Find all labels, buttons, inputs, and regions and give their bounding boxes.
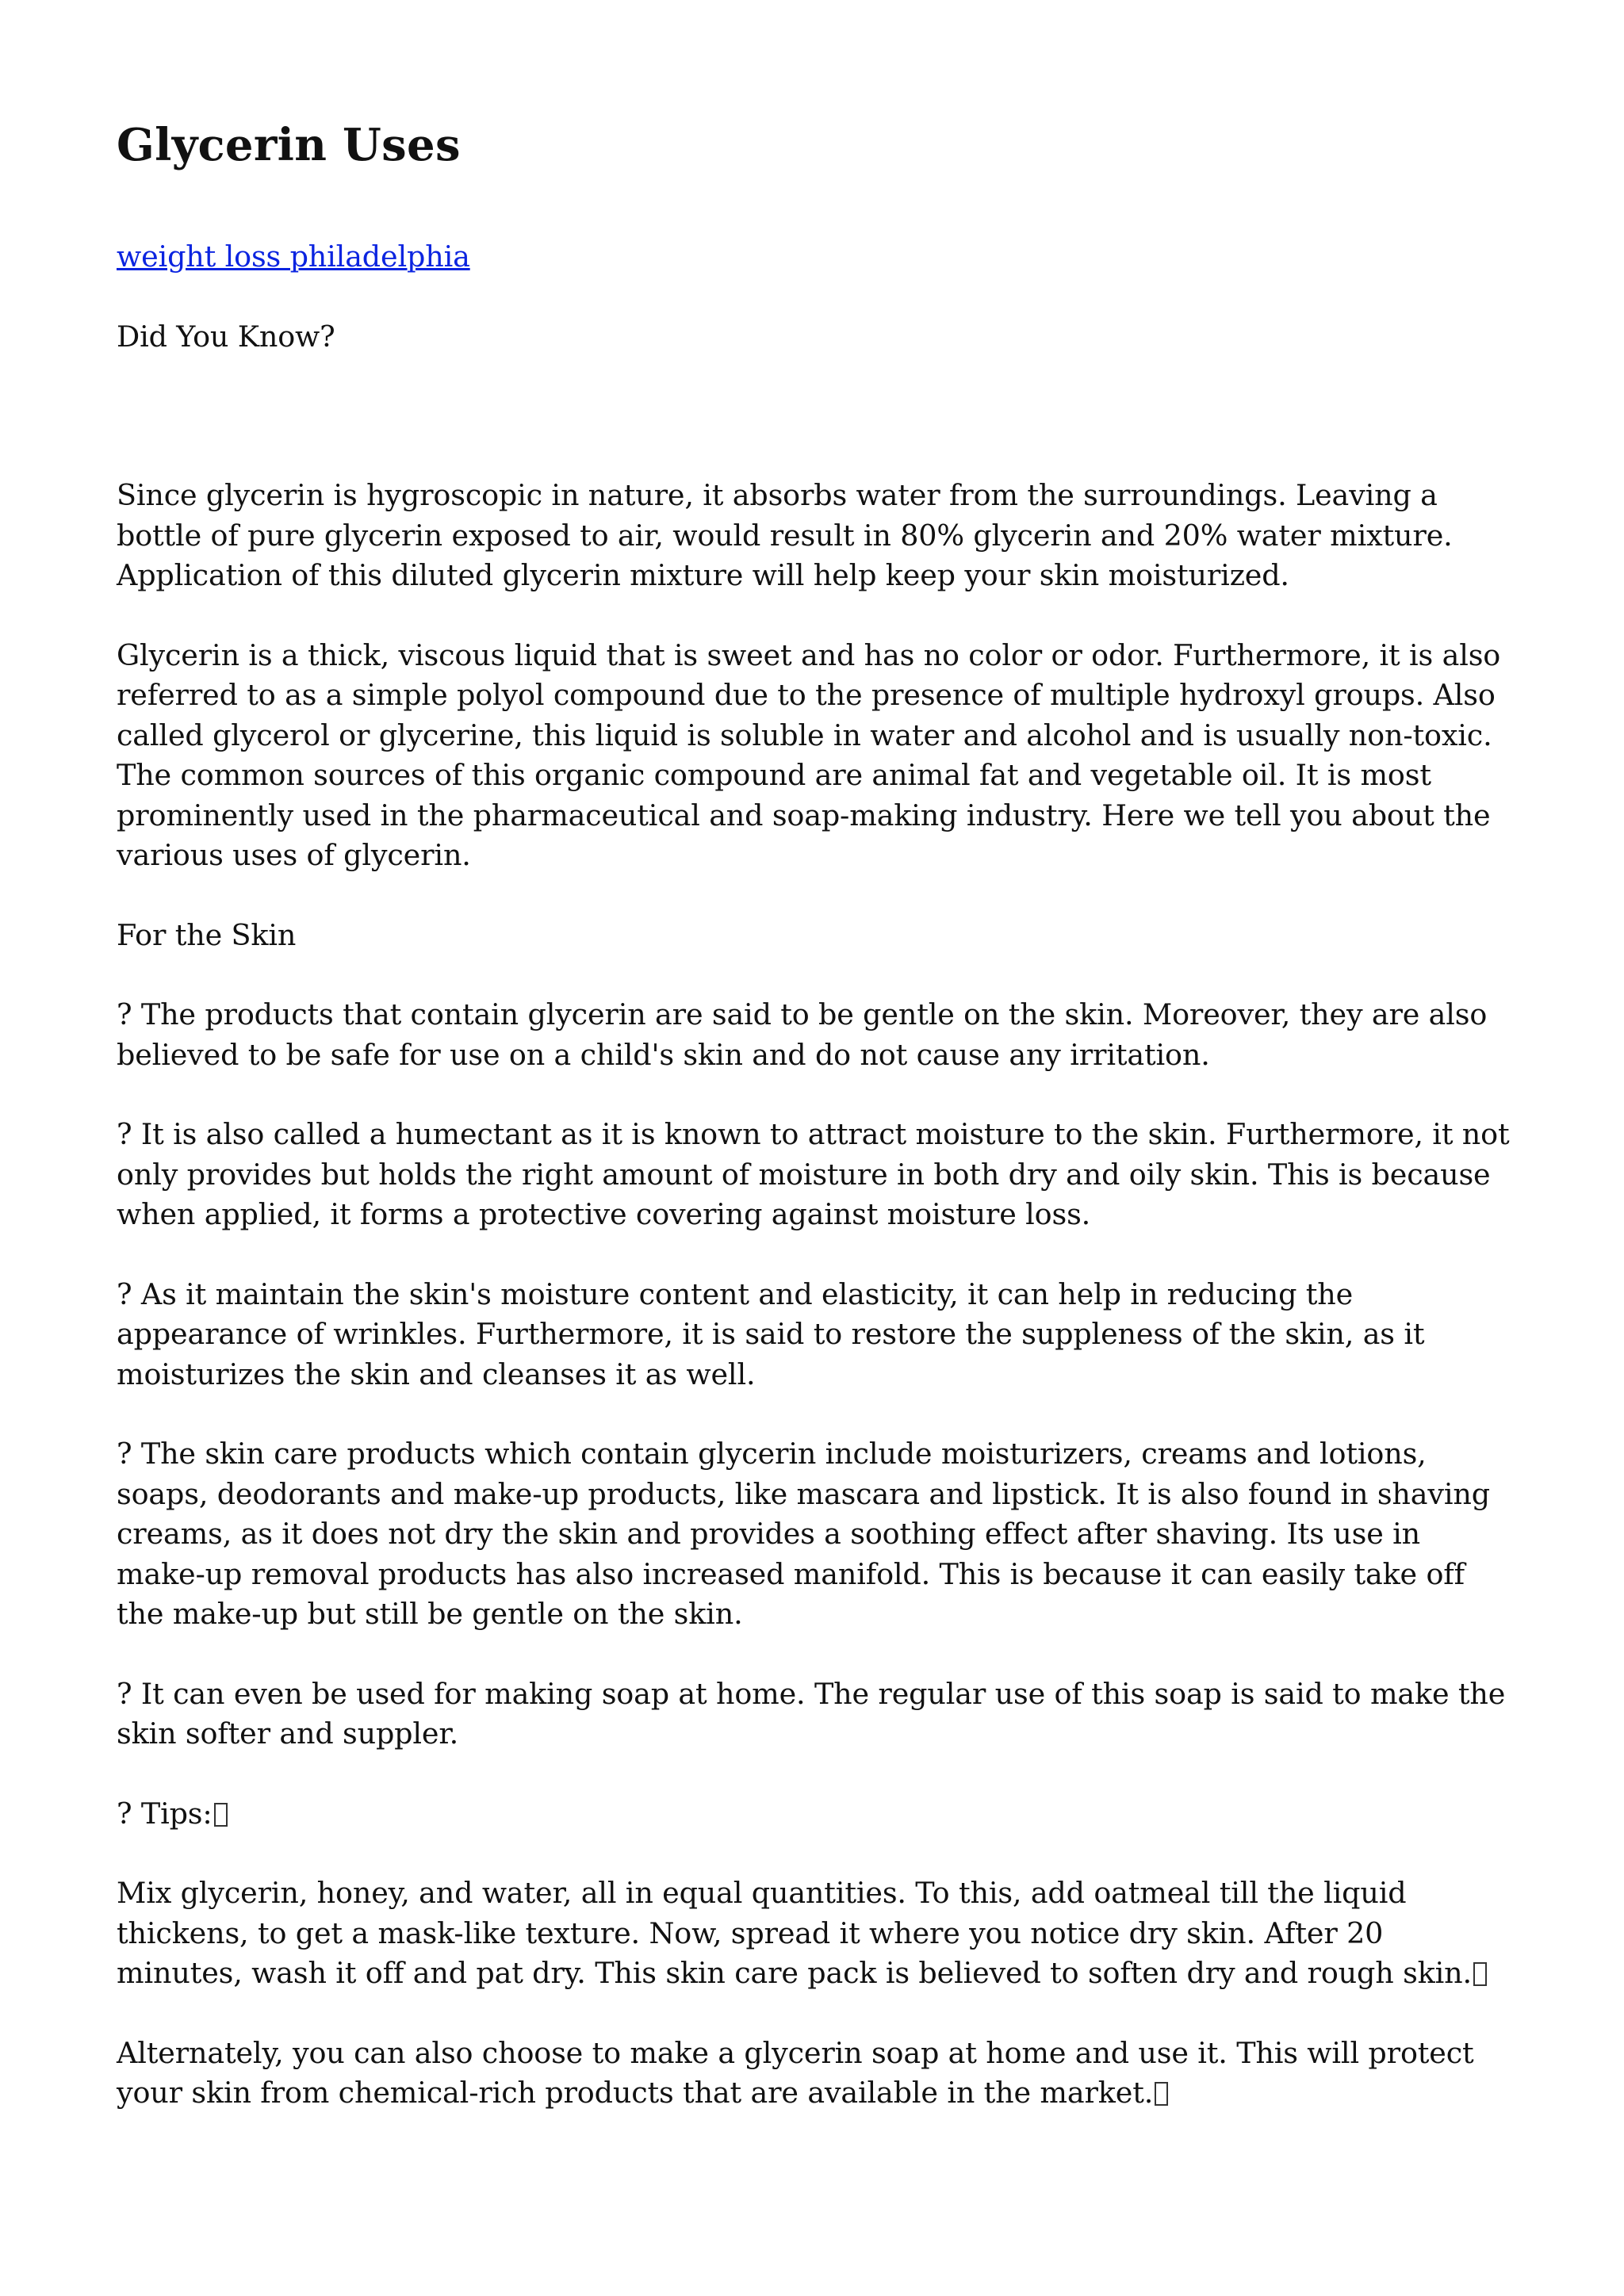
bullet-wrinkles: ? As it maintain the skin's moisture content and elasticity, it can help in reducing the appearance of wrinkles. Furthermore, it is said to restore the suppleness of the skin, as it moisturizes the skin and cleanses it as well. — [117, 1276, 1425, 1391]
bullet-gentle: ? The products that contain glycerin are said to be gentle on the skin. Moreover, they are also believed to be safe for use on a child's skin and do not cause any irritation. — [117, 997, 1488, 1072]
weight-loss-link[interactable]: weight loss philadelphia — [117, 239, 470, 274]
missing-glyph-icon — [1155, 2082, 1168, 2106]
missing-glyph-icon — [214, 1803, 228, 1827]
empty-spacer — [117, 396, 1512, 476]
tip-soap — [117, 2034, 1512, 2114]
page-title: Glycerin Uses — [117, 119, 461, 171]
link-paragraph — [117, 237, 1512, 277]
paragraph-description: Glycerin is a thick, viscous liquid that is sweet and has no color or odor. Furthermore, it is also referred to as a simple polyol compound due to the presence of multiple hydroxyl groups. Also called glycerol or glycerine, this liquid is soluble in water and alcohol and is usually non-toxic. The common sources of this organic compound are animal fat and vegetable oil. It is most prominently used in the pharmaceutical and soap-making industry. Here we tell you about the various uses of glycerin. — [117, 637, 1501, 873]
paragraph-hygroscopic: Since glycerin is hygroscopic in nature, it absorbs water from the surroundings. Leaving a bottle of pure glycerin exposed to air, would result in 80% glycerin and 20% water mixture. Application of this diluted glycerin mixture will help keep your skin moisturized. — [117, 478, 1453, 593]
document-page — [117, 119, 1512, 2153]
tip-mask — [117, 1873, 1512, 1994]
tip-mask-text: Mix glycerin, honey, and water, all in equal quantities. To this, add oatmeal till the liquid thickens, to get a mask-like texture. Now, spread it where you notice dry skin. After 20 minutes, wash it off and pat dry. This skin care pack is believed to soften dry and rough skin. — [117, 1876, 1472, 1991]
tips-label: ? Tips: — [117, 1796, 213, 1831]
intro-label: Did You Know? — [117, 319, 335, 354]
bullet-soap: ? It can even be used for making soap at home. The regular use of this soap is said to make the skin softer and suppler. — [117, 1676, 1506, 1751]
missing-glyph-icon — [1473, 1962, 1487, 1986]
bullet-humectant: ? It is also called a humectant as it is known to attract moisture to the skin. Furthermore, it not only provides but holds the right amount of moisture in both dry and oily skin. This is because when applied, it forms a protective covering against moisture loss. — [117, 1117, 1510, 1232]
bullet-products: ? The skin care products which contain glycerin include moisturizers, creams and lotions, soaps, deodorants and make-up products, like mascara and lipstick. It is also found in shaving creams, as it does not dry the skin and provides a soothing effect after shaving. Its use in make-up removal products has also increased manifold. This is because it can easily take off the make-up but still be gentle on the skin. — [117, 1437, 1490, 1632]
tip-soap-text: Alternately, you can also choose to make a glycerin soap at home and use it. This will protect your skin from chemical-rich products that are available in the market. — [117, 2035, 1474, 2110]
section-heading-skin: For the Skin — [117, 917, 297, 952]
tips-heading — [117, 1794, 1512, 1835]
